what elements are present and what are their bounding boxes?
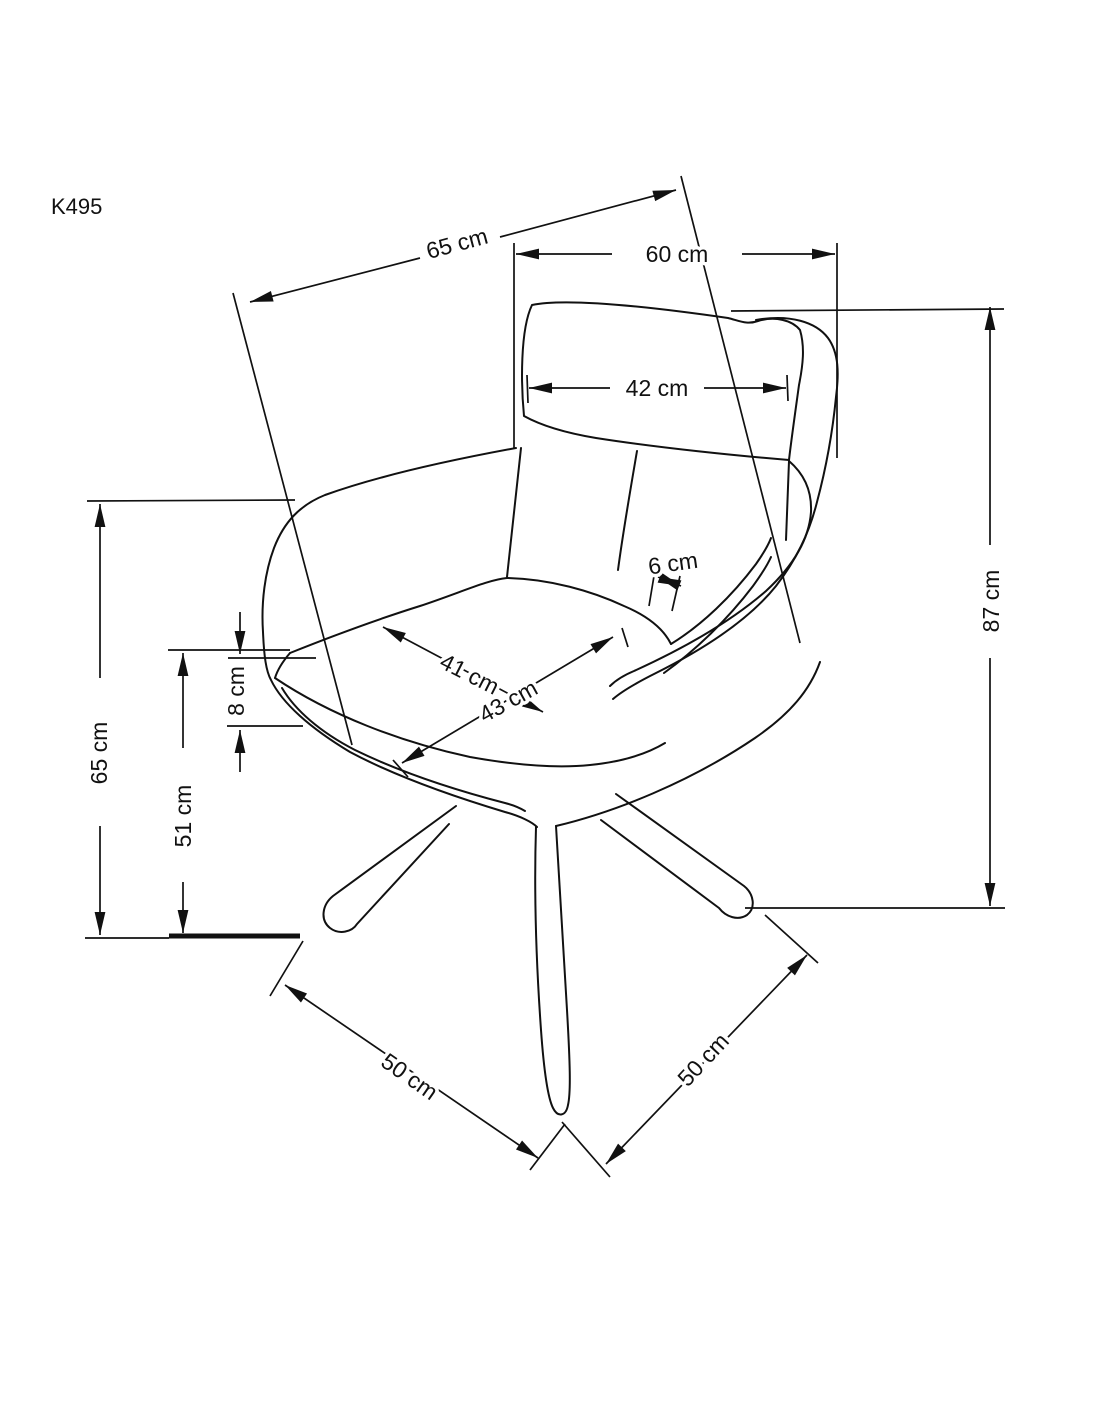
dimension-label: 51 cm [170,784,196,848]
seat-left-corner [275,653,290,678]
dimension-label: 50 cm [376,1047,443,1106]
front-leg [535,826,570,1114]
dimension-label: 87 cm [978,569,1004,633]
dim-base-span-right [562,915,818,1177]
extension-tick [672,576,680,611]
extension-tick [527,375,528,403]
dim-seat-diagonal-top [233,176,800,745]
dimension-label: 65 cm [86,721,112,785]
dim-edge-thickness [646,547,699,611]
dim-overall-width [514,241,837,458]
dimension-line [658,577,681,586]
dimension-label: 65 cm [423,222,491,264]
backrest-center-seam [618,451,637,570]
extension-line [765,915,818,963]
shell-bottom-right-edge [556,662,820,826]
dimension-label: 60 cm [645,241,709,267]
dimension-label: 8 cm [223,666,249,716]
backrest-panel-right-edge [786,461,789,540]
dim-overall-height [731,307,1005,908]
dimension-label: 41 cm [435,648,504,700]
product-code: K495 [51,194,103,219]
extension-tick [562,1122,610,1177]
right-wing-inner-edge [610,461,811,686]
left-leg [324,806,456,932]
backrest-panel-left-edge [507,448,521,577]
dim-seat-thickness [223,612,316,772]
extension-line [233,293,352,745]
dimension-label: 50 cm [672,1027,735,1092]
extension-tick [622,628,628,647]
extension-tick [530,1124,565,1170]
seat-back-edge [290,578,671,653]
dimension-label: 43 cm [474,674,542,728]
extension-line [731,309,1004,311]
right-leg [601,794,753,918]
chair-outline [262,302,837,1114]
dimension-label: 6 cm [646,546,700,580]
extension-line [270,941,303,996]
dim-backrest-width [527,375,788,403]
extension-tick [787,375,788,401]
dim-base-span-left [270,941,565,1170]
extension-line [87,500,295,501]
dimension-label: 42 cm [625,375,689,401]
